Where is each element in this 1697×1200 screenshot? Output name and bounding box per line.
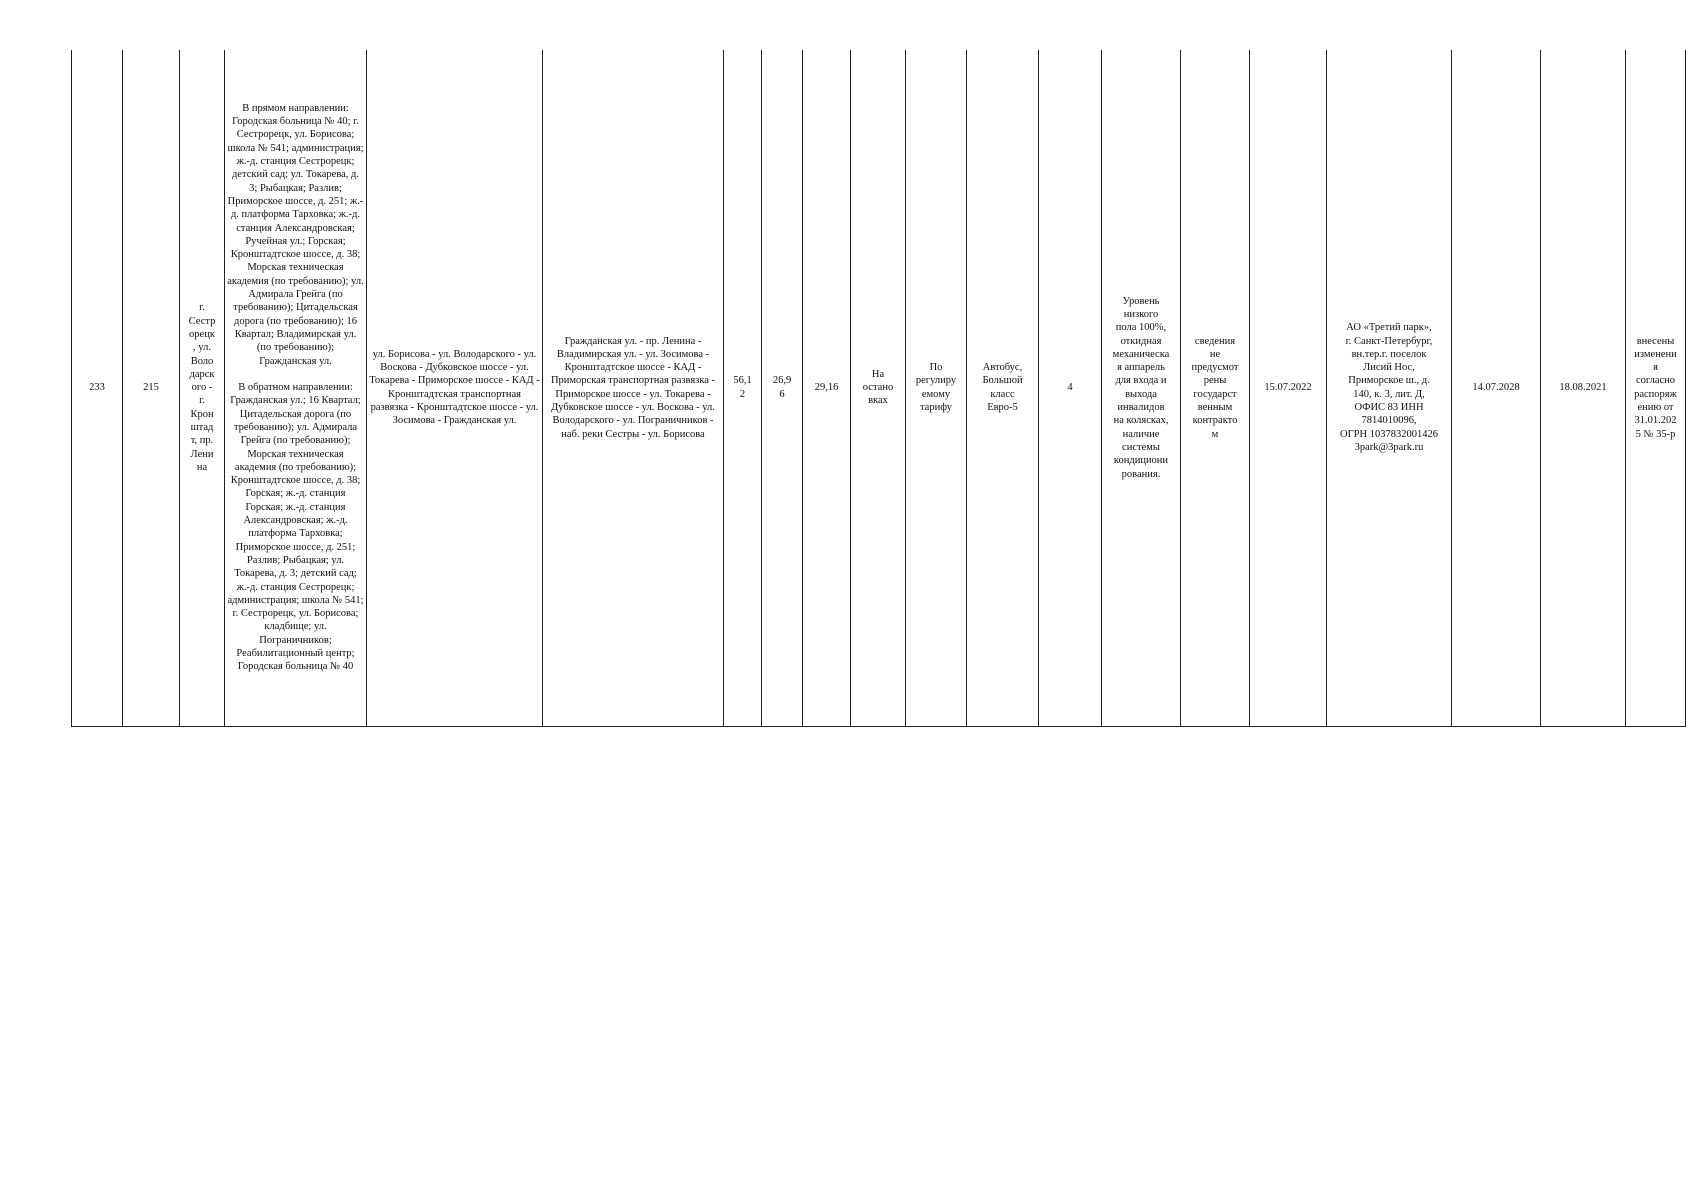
- route-name-cell: г. Сестр орецк , ул. Воло дарск ого - г. Крон штад т, пр. Лени на: [180, 50, 225, 726]
- decision-date-cell: 18.08.2021: [1541, 50, 1626, 726]
- start-date-cell: 15.07.2022: [1250, 50, 1327, 726]
- end-date-cell: 14.07.2028: [1452, 50, 1541, 726]
- contract-info-cell: сведения не предусмот рены государст венным контракто м: [1181, 50, 1250, 726]
- tariff-cell: По регулиру емому тарифу: [906, 50, 967, 726]
- vehicle-features-cell: Уровень низкого пола 100%, откидная механическа я аппарель для входа и выхода инвалидов на колясках, наличие системы кондициони рования.: [1102, 50, 1181, 726]
- streets-forward-cell: ул. Борисова - ул. Володарского - ул. Воскова - Дубковское шоссе - ул. Токарева - Приморское шоссе - КАД - Кронштадтская транспортная развязка - Кронштадтское шоссе - ул. Зосимова - Гражданская ул.: [367, 50, 543, 726]
- length-forward-cell: 56,1 2: [724, 50, 762, 726]
- changes-note-cell: внесены изменени я согласно распоряж ению от 31.01.202 5 № 35-р: [1626, 50, 1686, 726]
- vehicle-count-cell: 4: [1039, 50, 1102, 726]
- stops-forward: В прямом направлении: Городская больница № 40; г. Сестрорецк, ул. Борисова; школа № 541; администрация; ж.-д. станция Сестрорецк; детский сад; ул. Токарева, д. 3; Рыбацкая; Разлив; Приморское шоссе, д. 251; ж.-д. платформа Тарховка; ж.-д. станция Александровская; Ручейная ул.; Горская; Кронштадтское шоссе, д. 38; Морская техническая академия (по требованию); ул. Адмирала Грейга (по требованию); Цитадельская дорога (по требованию); 16 Квартал; Владимирская ул. (по требованию); Гражданская ул.: [227, 102, 364, 367]
- table-row: [72, 50, 1686, 726]
- carrier-cell: АО «Третий парк», г. Санкт-Петербург, вн.тер.г. поселок Лисий Нос, Приморское ш., д. 140, к. 3, лит. Д, ОФИС 83 ИНН 7814010096, ОГРН 1037832001426 3park@3park.ru: [1327, 50, 1452, 726]
- reg-number-cell: 233: [72, 50, 123, 726]
- boarding-order-cell: На остано вках: [851, 50, 906, 726]
- length-backward-cell: 26,9 6: [762, 50, 803, 726]
- streets-backward-cell: Гражданская ул. - пр. Ленина - Владимирская ул. - ул. Зосимова - Кронштадтское шоссе - КАД - Приморская транспортная развязка - Приморское шоссе - ул. Токарева - Дубковское шоссе - ул. Воскова - ул. Володарского - ул. Пограничников - наб. реки Сестры - ул. Борисова: [543, 50, 724, 726]
- vehicle-cell: Автобус, Большой класс Евро-5: [967, 50, 1039, 726]
- stops-backward: В обратном направлении: Гражданская ул.; 16 Квартал; Цитадельская дорога (по требованию); ул. Адмирала Грейга (по требованию); Морская техническая академия (по требованию); Кронштадтское шоссе, д. 38; Горская; ж.-д. станция Горская; ж.-д. станция Александровская; ж.-д. платформа Тарховка; Приморское шоссе, д. 251; Разлив; Рыбацкая; ул. Токарева, д. 3; детский сад; ж.-д. станция Сестрорецк; администрация; школа № 541; г. Сестрорецк, ул. Борисова; кладбище; ул. Пограничников; Реабилитационный центр; Городская больница № 40: [227, 382, 364, 673]
- stops-cell: [225, 50, 367, 726]
- route-registry-table: [71, 50, 1686, 727]
- route-number-cell: 215: [123, 50, 180, 726]
- length-total-cell: 29,16: [803, 50, 851, 726]
